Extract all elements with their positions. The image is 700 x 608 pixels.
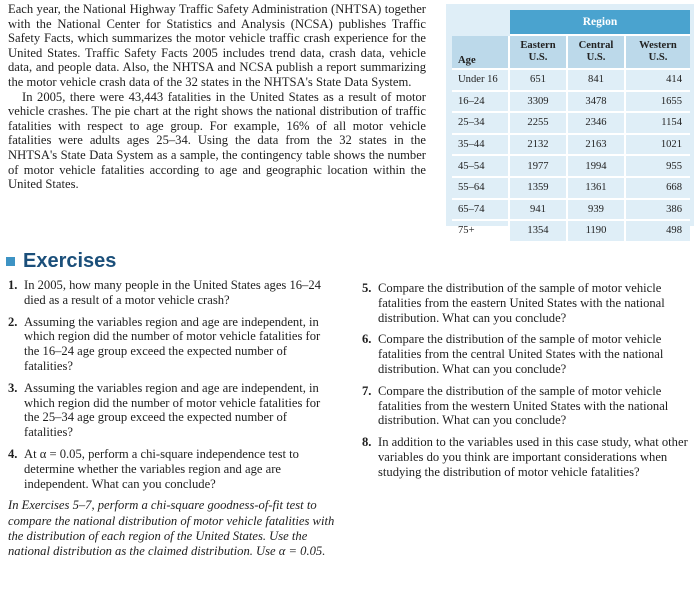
contingency-table (452, 10, 690, 241)
exercises-left-column (8, 278, 338, 559)
table-row: 45–54 1977 1994 955 (452, 154, 690, 176)
age-header: Age (452, 36, 510, 68)
column-header-central: Central U.S. (568, 36, 626, 68)
bullet-square-icon (6, 257, 15, 266)
intro-paragraph-2: In 2005, there were 43,443 fatalities in the United States as a result of motor vehicle crashes. The pie chart at the right shows the national distribution of traffic fatalities with respect to age group. For example, 16% of all motor vehicle fatalities were adults ages 25–34. Using the data from the 32 states in the NHTSA's State Data System as a sample, the contingency table shows the number of motor vehicle fatalities according to age and geographic location within the United States. (8, 89, 426, 192)
column-header-western: Western U.S. (626, 36, 690, 68)
contingency-table-panel (446, 4, 694, 237)
table-row: 25–34 2255 2346 1154 (452, 111, 690, 133)
exercise-item: 4. At α = 0.05, perform a chi-square independence test to determine whether the variables region and age are independent. What can you conclude? (8, 446, 299, 491)
intro-paragraph-1: Each year, the National Highway Traffic Safety Administration (NHTSA) together with the National Center for Statistics and Analysis (NCSA) publishes Traffic Safety Facts, which summarizes the motor vehicle traffic crash experience for the United States. Traffic Safety Facts 2005 includes trend data, crash data, vehicle data, and people data. Also, the NHTSA and NCSA publish a report summarizing the motor vehicle crash data of the 32 states in the NHTSA's State Data System. (8, 2, 426, 89)
exercise-item: 1. In 2005, how many people in the United States ages 16–24 died as a result of a motor vehicle crash? (8, 278, 321, 307)
table-row: 55–64 1359 1361 668 (452, 176, 690, 198)
table-row: 16–24 3309 3478 1655 (452, 90, 690, 112)
table-row: Under 16 651 841 414 (452, 68, 690, 90)
column-header-eastern: Eastern U.S. (510, 36, 568, 68)
exercise-item: 6. Compare the distribution of the sample of motor vehicle fatalities from the central United States with the national distribution. What can you conclude? (362, 332, 664, 376)
table-row: 65–74 941 939 386 (452, 198, 690, 220)
exercises-right-column (362, 281, 696, 487)
exercise-item: 7. Compare the distribution of the sample of motor vehicle fatalities from the western United States with the national distribution. What can you conclude? (362, 383, 669, 428)
intro-text (8, 2, 426, 192)
exercise-item: 8. In addition to the variables used in this case study, what other variables do you think are important considerations when studying the distribution of motor vehicle fatalities? (362, 435, 688, 479)
exercise-item: 2. Assuming the variables region and age are independent, in which region did the number of motor vehicle fatalities for the 16–24 age group exceed the expected number of fatalities? (8, 314, 321, 373)
region-header: Region (510, 10, 690, 36)
table-row: 35–44 2132 2163 1021 (452, 133, 690, 155)
exercises-heading: Exercises (6, 250, 116, 273)
exercise-item: 5. Compare the distribution of the sample of motor vehicle fatalities from the eastern United States with the national distribution. What can you conclude? (362, 281, 665, 325)
instruction-note: In Exercises 5–7, perform a chi-square goodness-of-fit test to compare the national distribution of motor vehicle fatalities with the distribution of each region of the United States. Use the national distribution as the claimed distribution. Use α = 0.05. (8, 498, 335, 558)
exercise-item: 3. Assuming the variables region and age are independent, in which region did the number of motor vehicle fatalities for the 25–34 age group exceed the expected number of fatalities? (8, 380, 321, 440)
table-row: 75+ 1354 1190 498 (452, 219, 690, 241)
